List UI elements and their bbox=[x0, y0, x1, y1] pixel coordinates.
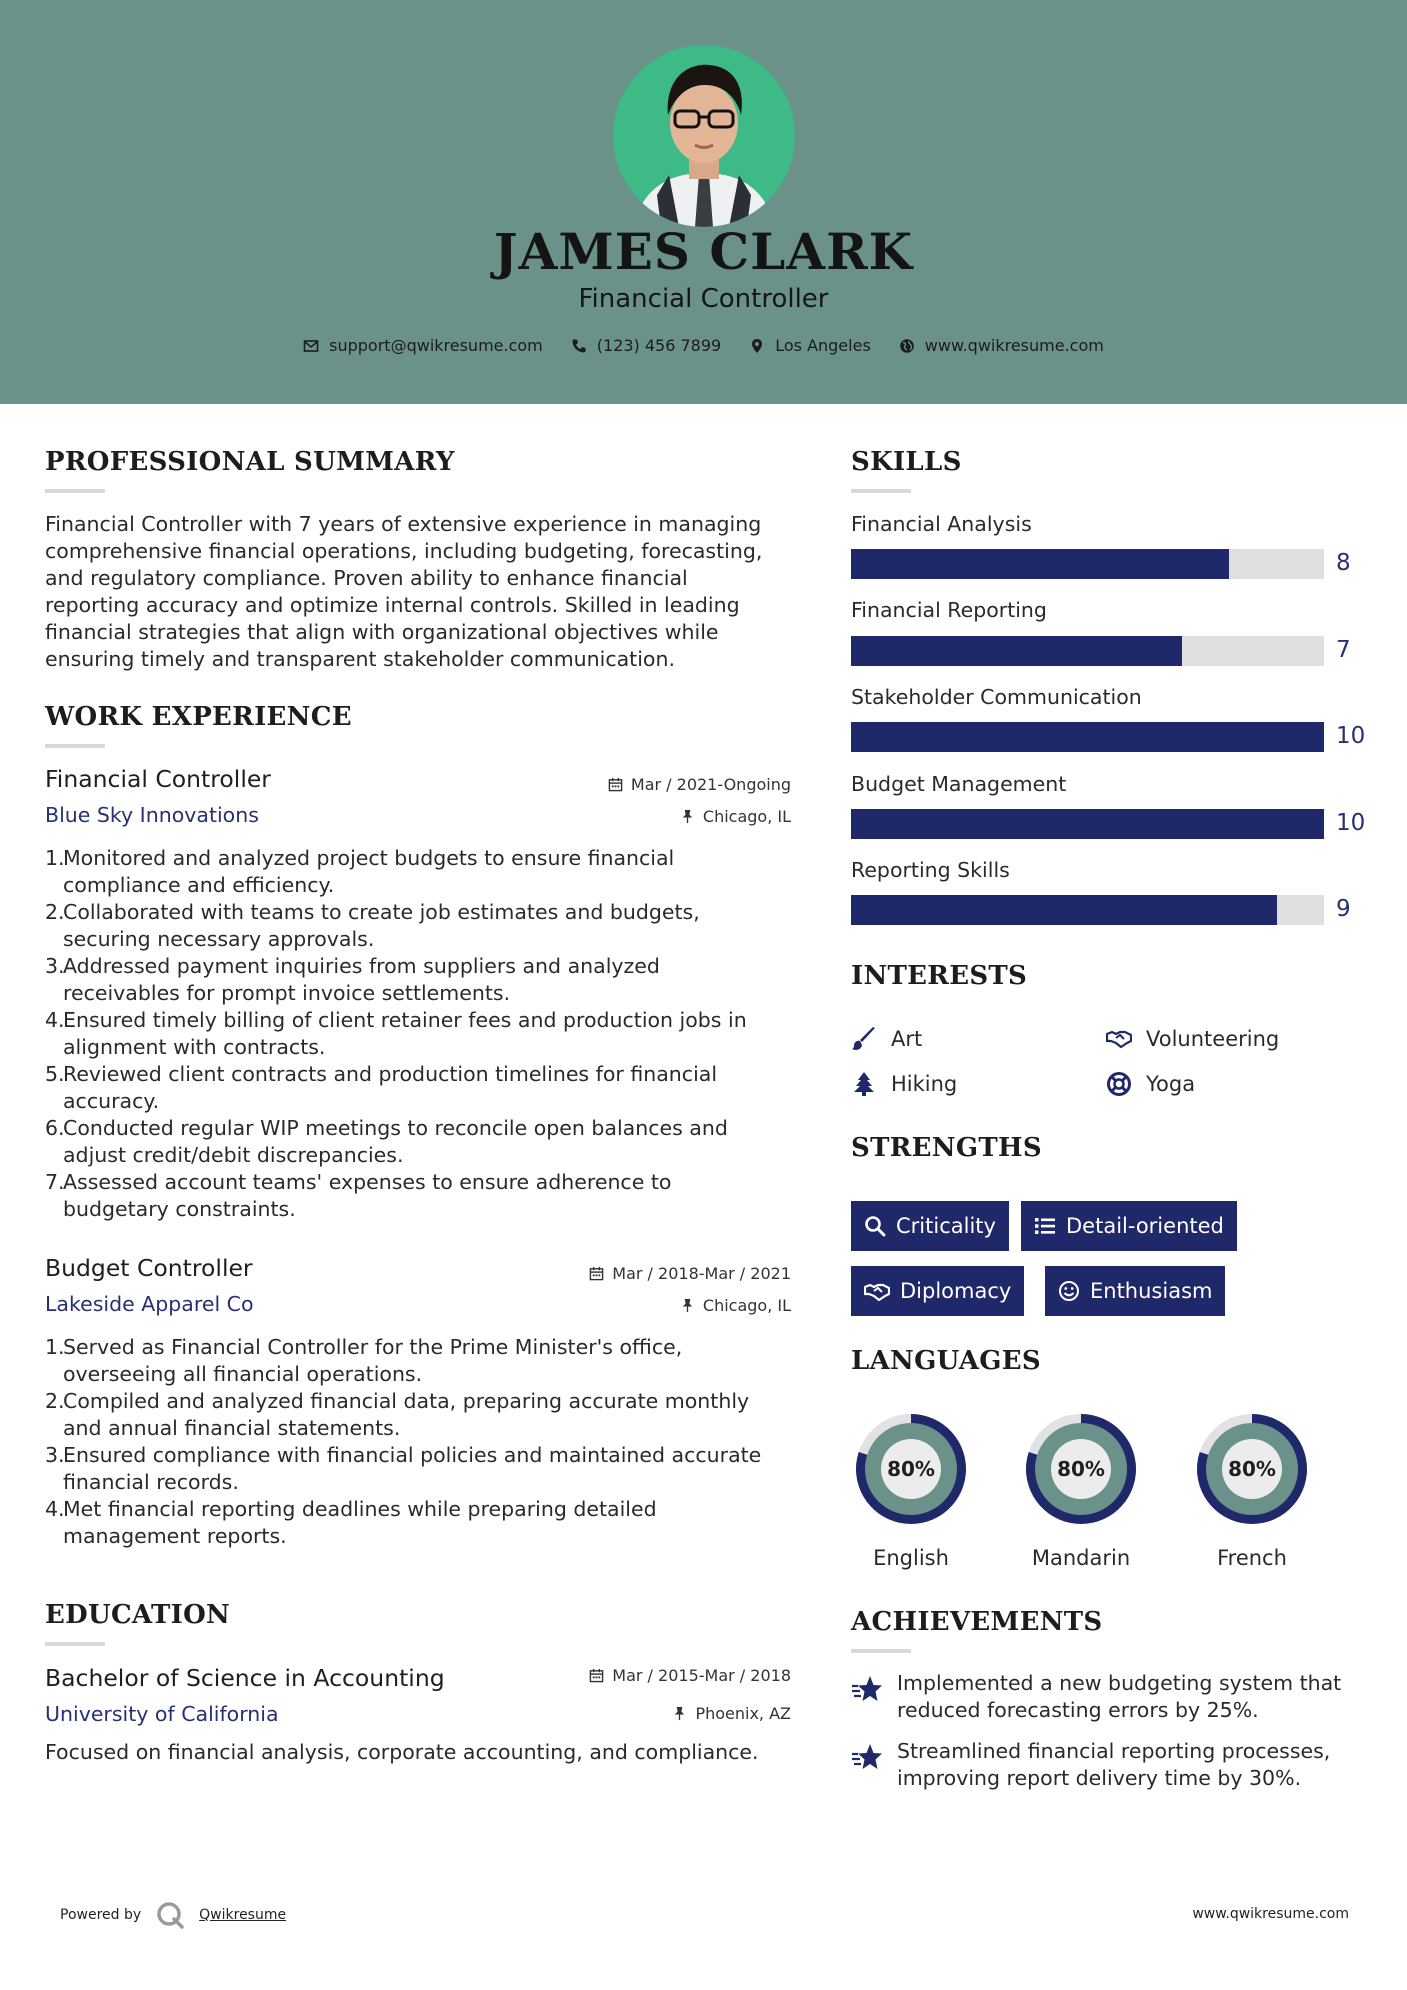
job-title: Budget Controller bbox=[45, 1254, 253, 1282]
interest-label: Yoga bbox=[1146, 1072, 1196, 1096]
calendar-icon bbox=[608, 777, 623, 792]
summary-line: Financial Controller with 7 years of extensive experience in managing bbox=[45, 512, 762, 536]
company-name: Blue Sky Innovations bbox=[45, 803, 259, 827]
interest-item bbox=[851, 1026, 922, 1052]
interest-item bbox=[1106, 1026, 1279, 1052]
skill-bar bbox=[851, 895, 1324, 925]
list-item: 4. Ensured timely billing of client retainer fees and production jobs in alignment with contracts. bbox=[45, 1008, 747, 1059]
footer-powered-by bbox=[60, 1900, 286, 1930]
skill-bar-fill bbox=[851, 722, 1324, 752]
job-dates-text: Mar / 2021-Ongoing bbox=[630, 775, 791, 794]
job-dates bbox=[470, 1264, 791, 1283]
list-item: 6. Conducted regular WIP meetings to reconcile open balances and adjust credit/debit discrepancies. bbox=[45, 1116, 728, 1167]
pushpin-icon bbox=[672, 1706, 687, 1721]
education-dates-text: Mar / 2015-Mar / 2018 bbox=[612, 1666, 791, 1685]
list-item: 1. Monitored and analyzed project budgets to ensure financial compliance and efficiency. bbox=[45, 846, 675, 897]
skill-name: Budget Management bbox=[851, 772, 1067, 796]
skill-bar-fill bbox=[851, 895, 1277, 925]
powered-by-text: Powered by bbox=[60, 1907, 142, 1923]
job-location bbox=[470, 1296, 791, 1315]
strengths-heading: STRENGTHS bbox=[851, 1133, 1042, 1163]
skill-bar-fill bbox=[851, 809, 1324, 839]
contact-phone[interactable] bbox=[571, 336, 721, 355]
email-text: support@qwikresume.com bbox=[329, 336, 543, 355]
summary-line: comprehensive financial operations, including budgeting, forecasting, bbox=[45, 539, 763, 563]
skill-bar-fill bbox=[851, 549, 1229, 579]
footer-website[interactable]: www.qwikresume.com bbox=[1192, 1906, 1349, 1922]
strength-tag bbox=[1045, 1266, 1225, 1316]
skill-name: Stakeholder Communication bbox=[851, 685, 1142, 709]
contact-email[interactable] bbox=[303, 336, 543, 355]
phone-text: (123) 456 7899 bbox=[596, 336, 722, 355]
contact-website[interactable] bbox=[899, 336, 1104, 355]
summary-line: financial strategies that align with organizational objectives while bbox=[45, 620, 719, 644]
language-ring bbox=[850, 1408, 972, 1530]
header-banner bbox=[0, 0, 1407, 404]
lifebuoy-icon bbox=[1106, 1071, 1132, 1097]
skill-bar bbox=[851, 722, 1324, 752]
skill-value: 7 bbox=[1336, 637, 1351, 663]
skill-name: Financial Reporting bbox=[851, 598, 1047, 622]
achievements-heading: ACHIEVEMENTS bbox=[851, 1607, 1103, 1637]
education-dates bbox=[470, 1666, 791, 1685]
skill-value: 8 bbox=[1336, 550, 1351, 576]
achievement-item bbox=[851, 1738, 1371, 1792]
candidate-name: JAMES CLARK bbox=[493, 222, 914, 281]
interest-item bbox=[851, 1071, 957, 1097]
list-item: 1. Served as Financial Controller for the Prime Minister's office, overseeing all financial operations. bbox=[45, 1335, 683, 1386]
globe-icon bbox=[899, 338, 915, 354]
interests-heading: INTERESTS bbox=[851, 961, 1028, 991]
list-item: 5. Reviewed client contracts and production timelines for financial accuracy. bbox=[45, 1062, 718, 1113]
job-location bbox=[470, 807, 791, 826]
school-name: University of California bbox=[45, 1702, 279, 1726]
skill-value: 9 bbox=[1336, 896, 1351, 922]
language-name: English bbox=[873, 1546, 949, 1570]
paintbrush-icon bbox=[851, 1026, 877, 1052]
language-item bbox=[1191, 1408, 1313, 1570]
interest-label: Art bbox=[891, 1027, 923, 1051]
summary-heading: PROFESSIONAL SUMMARY bbox=[45, 447, 455, 477]
language-percent: 80% bbox=[1057, 1457, 1105, 1481]
degree-title: Bachelor of Science in Accounting bbox=[45, 1664, 445, 1692]
skill-value: 10 bbox=[1336, 723, 1366, 749]
list-item: 7. Assessed account teams' expenses to ensure adherence to budgetary constraints. bbox=[45, 1170, 672, 1221]
education-heading: EDUCATION bbox=[45, 1600, 231, 1630]
language-name: Mandarin bbox=[1031, 1546, 1131, 1570]
strength-label: Criticality bbox=[896, 1214, 996, 1238]
achievement-text: Streamlined financial reporting processes, improving report delivery time by 30%. bbox=[897, 1739, 1331, 1790]
summary-line: reporting accuracy and optimize internal controls. Skilled in leading bbox=[45, 593, 740, 617]
calendar-icon bbox=[589, 1266, 604, 1281]
job-title: Financial Controller bbox=[45, 765, 271, 793]
contact-bar bbox=[0, 336, 1407, 355]
handshake-icon bbox=[864, 1280, 890, 1302]
pushpin-icon bbox=[680, 809, 695, 824]
job-dates-text: Mar / 2018-Mar / 2021 bbox=[612, 1264, 791, 1283]
brand-link[interactable]: Qwikresume bbox=[199, 1907, 287, 1923]
job-location-text: Chicago, IL bbox=[702, 807, 791, 826]
language-name: French bbox=[1217, 1546, 1287, 1570]
phone-icon bbox=[571, 338, 587, 354]
strength-tag bbox=[851, 1201, 1009, 1251]
list-item: 2. Compiled and analyzed financial data, preparing accurate monthly and annual financial statements. bbox=[45, 1389, 750, 1440]
education-rule bbox=[45, 1642, 105, 1646]
education-location bbox=[470, 1704, 791, 1723]
job-duties bbox=[45, 1334, 792, 1550]
achievements-rule bbox=[851, 1649, 911, 1653]
achievement-item bbox=[851, 1670, 1371, 1724]
job-location-text: Chicago, IL bbox=[702, 1296, 791, 1315]
experience-rule bbox=[45, 744, 105, 748]
strength-label: Detail-oriented bbox=[1066, 1214, 1224, 1238]
skill-bar bbox=[851, 549, 1324, 579]
job-dates bbox=[470, 775, 791, 794]
skill-name: Reporting Skills bbox=[851, 858, 1010, 882]
strength-label: Enthusiasm bbox=[1090, 1279, 1213, 1303]
interest-item bbox=[1106, 1071, 1195, 1097]
summary-rule bbox=[45, 489, 105, 493]
languages-heading: LANGUAGES bbox=[851, 1346, 1041, 1376]
skill-bar-fill bbox=[851, 636, 1182, 666]
language-percent: 80% bbox=[887, 1457, 935, 1481]
location-text: Los Angeles bbox=[775, 336, 871, 355]
language-item bbox=[850, 1408, 972, 1570]
contact-location bbox=[749, 336, 871, 355]
skill-bar bbox=[851, 809, 1324, 839]
star-icon bbox=[851, 1742, 883, 1772]
skill-name: Financial Analysis bbox=[851, 512, 1032, 536]
smile-icon bbox=[1058, 1280, 1080, 1302]
tree-icon bbox=[851, 1071, 877, 1097]
education-description: Focused on financial analysis, corporate accounting, and compliance. bbox=[45, 1740, 759, 1764]
strength-tag bbox=[1021, 1201, 1237, 1251]
list-item: 3. Addressed payment inquiries from suppliers and analyzed receivables for prompt invoice settlements. bbox=[45, 954, 660, 1005]
skills-heading: SKILLS bbox=[851, 447, 962, 477]
strength-tag bbox=[851, 1266, 1024, 1316]
skill-bar bbox=[851, 636, 1324, 666]
envelope-icon bbox=[303, 338, 319, 354]
language-item bbox=[1020, 1408, 1142, 1570]
map-pin-icon bbox=[749, 338, 765, 354]
language-ring bbox=[1020, 1408, 1142, 1530]
skills-rule bbox=[851, 489, 911, 493]
language-percent: 80% bbox=[1228, 1457, 1276, 1481]
star-icon bbox=[851, 1674, 883, 1704]
interest-label: Hiking bbox=[891, 1072, 958, 1096]
search-icon bbox=[864, 1215, 886, 1237]
candidate-title: Financial Controller bbox=[578, 284, 829, 314]
pushpin-icon bbox=[680, 1298, 695, 1313]
calendar-icon bbox=[589, 1668, 604, 1683]
achievement-text: Implemented a new budgeting system that reduced forecasting errors by 25%. bbox=[897, 1671, 1342, 1722]
list-item: 2. Collaborated with teams to create job estimates and budgets, securing necessary approvals. bbox=[45, 900, 700, 951]
interest-label: Volunteering bbox=[1146, 1027, 1280, 1051]
job-duties bbox=[45, 845, 792, 1223]
education-location-text: Phoenix, AZ bbox=[695, 1704, 791, 1723]
language-ring bbox=[1191, 1408, 1313, 1530]
summary-text bbox=[45, 511, 792, 673]
summary-line: and regulatory compliance. Proven ability to enhance financial bbox=[45, 566, 688, 590]
company-name: Lakeside Apparel Co bbox=[45, 1292, 254, 1316]
list-item: 3. Ensured compliance with financial policies and maintained accurate financial records. bbox=[45, 1443, 762, 1494]
profile-photo bbox=[613, 45, 795, 227]
strength-label: Diplomacy bbox=[900, 1279, 1012, 1303]
experience-heading: WORK EXPERIENCE bbox=[45, 702, 352, 732]
list-item: 4. Met financial reporting deadlines while preparing detailed management reports. bbox=[45, 1497, 657, 1548]
handshake-icon bbox=[1106, 1026, 1132, 1052]
website-text: www.qwikresume.com bbox=[924, 336, 1104, 355]
list-icon bbox=[1034, 1215, 1056, 1237]
skill-value: 10 bbox=[1336, 810, 1366, 836]
summary-line: ensuring timely and transparent stakeholder communication. bbox=[45, 647, 675, 671]
qwikresume-logo-icon bbox=[155, 1900, 185, 1930]
